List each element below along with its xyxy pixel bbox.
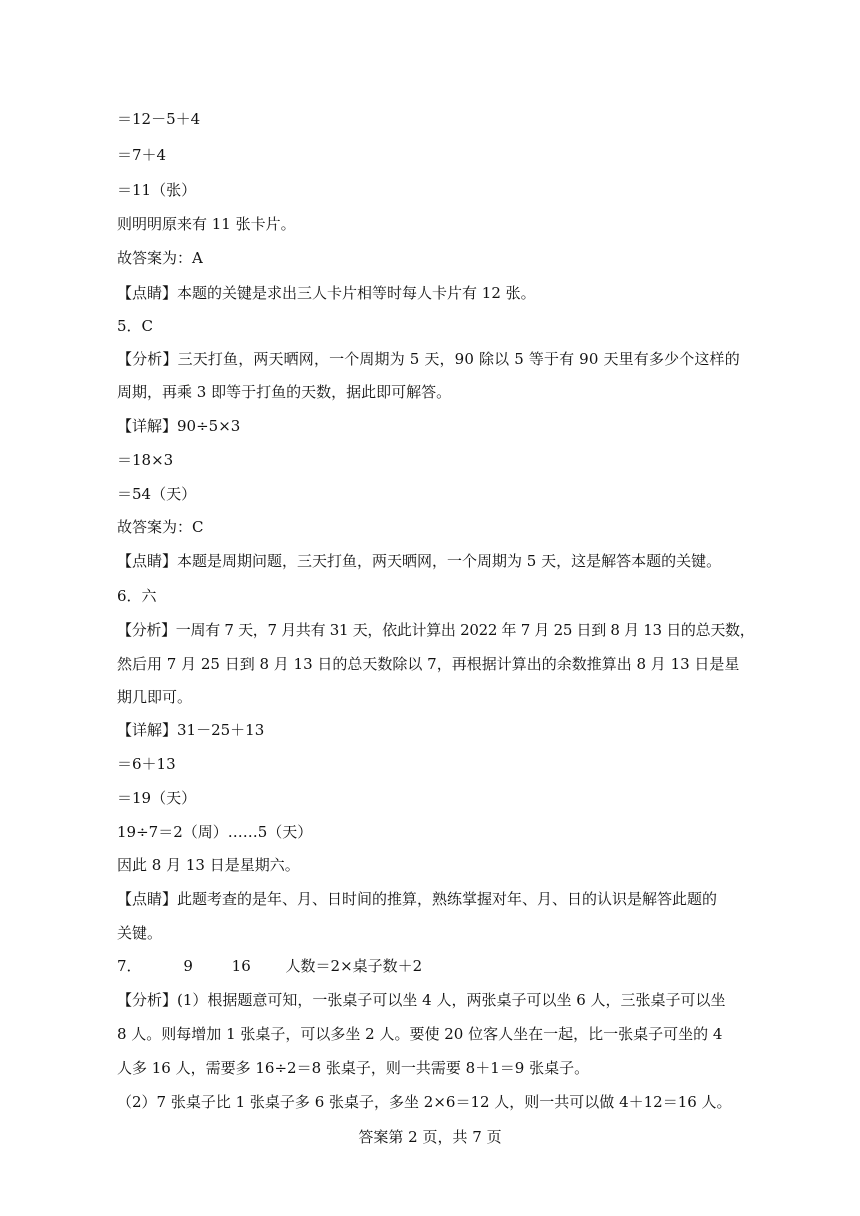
dianjing-line: 【点睛】本题是周期问题，三天打鱼，两天晒网，一个周期为 5 天，这是解答本题的关键。 xyxy=(117,552,722,570)
text-line: 19÷7＝2（周）……5（天） xyxy=(117,823,313,841)
question-number-5: 5．C xyxy=(117,317,154,335)
text-line: 周期，再乘 3 即等于打鱼的天数，据此即可解答。 xyxy=(117,383,452,401)
answer-blank-1: 9 xyxy=(183,957,193,975)
text-line: 故答案为：A xyxy=(117,249,203,267)
text-line: 然后用 7 月 25 日到 8 月 13 日的总天数除以 7，再根据计算出的余数推算出 8 月 13 日是星 xyxy=(117,655,740,673)
question-number-6: 6．六 xyxy=(117,587,157,605)
text-line: ＝7＋4 xyxy=(117,146,167,164)
text-line: （2）7 张桌子比 1 张桌子多 6 张桌子，多坐 2×6＝12 人，则一共可以做 4＋12＝16 人。 xyxy=(117,1093,732,1111)
xiangjie-line: 【详解】31－25＋13 xyxy=(117,721,265,739)
text-line: 因此 8 月 13 日是星期六。 xyxy=(117,856,300,874)
page-footer: 答案第 2 页，共 7 页 xyxy=(358,1128,502,1146)
text-line: ＝54（天） xyxy=(117,485,197,503)
answer-blank-2: 16 xyxy=(231,957,251,975)
text-line: ＝11（张） xyxy=(117,181,197,199)
fenxi-line: 【分析】(1）根据题意可知，一张桌子可以坐 4 人，两张桌子可以坐 6 人，三张桌子可以坐 xyxy=(117,991,726,1009)
dianjing-line: 【点睛】此题考查的是年、月、日时间的推算，熟练掌握对年、月、日的认识是解答此题的 xyxy=(117,890,718,908)
text-line: ＝6＋13 xyxy=(117,755,176,773)
text-line: 8 人。则每增加 1 张桌子，可以多坐 2 人。要使 20 位客人坐在一起，比一张桌子可坐的 4 xyxy=(117,1025,723,1043)
xiangjie-line: 【详解】90÷5×3 xyxy=(117,417,241,435)
text-line: 关键。 xyxy=(117,924,163,942)
text-line: 人多 16 人，需要多 16÷2＝8 张桌子，则一共需要 8＋1＝9 张桌子。 xyxy=(117,1059,590,1077)
text-line: 故答案为：C xyxy=(117,518,204,536)
text-line: 期几即可。 xyxy=(117,688,193,706)
text-line: ＝19（天） xyxy=(117,789,197,807)
fenxi-line: 【分析】三天打鱼，两天晒网，一个周期为 5 天，90 除以 5 等于有 90 天里有多少个这样的 xyxy=(117,350,740,368)
question-number-7: 7． xyxy=(117,957,142,975)
question-7-row xyxy=(117,956,422,976)
answer-blank-3: 人数＝2×桌子数＋2 xyxy=(285,957,423,975)
dianjing-line: 【点睛】本题的关键是求出三人卡片相等时每人卡片有 12 张。 xyxy=(117,284,536,302)
text-line: 则明明原来有 11 张卡片。 xyxy=(117,215,296,233)
text-line: ＝18×3 xyxy=(117,451,174,469)
fenxi-line: 【分析】一周有 7 天，7 月共有 31 天，依此计算出 2022 年 7 月 25 日到 8 月 13 日的总天数， xyxy=(117,621,755,639)
text-line: ＝12－5＋4 xyxy=(117,110,201,128)
